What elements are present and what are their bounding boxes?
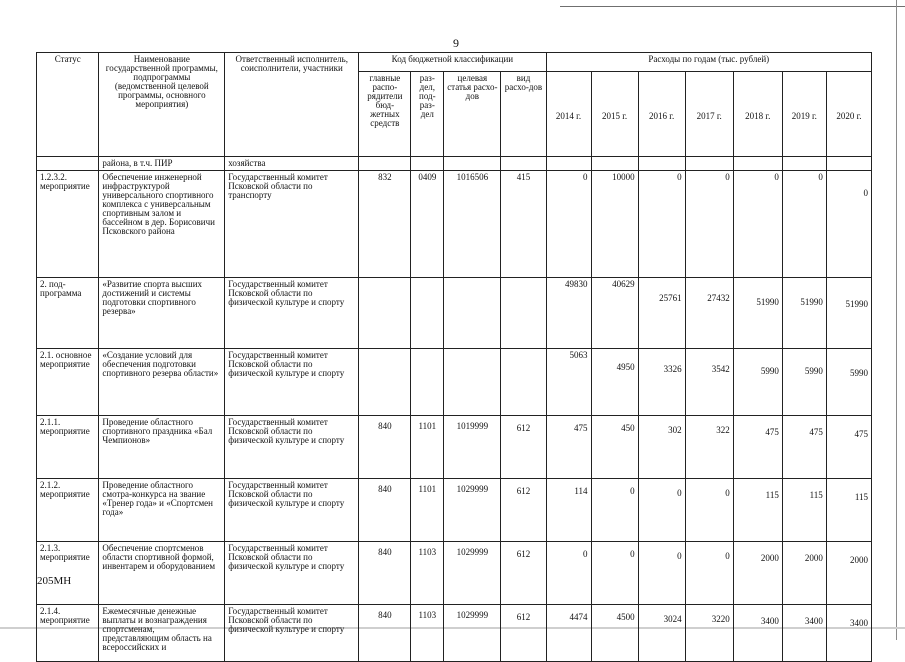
row-value: 3220 (685, 605, 733, 662)
row-status: 2.1.1. мероприятие (37, 416, 99, 479)
row-value: 5990 (733, 349, 782, 416)
row-grbs: 840 (359, 479, 411, 542)
row-executor: Государственный комитет Псковской области по физической культуре и спорту (225, 479, 359, 542)
row-value: 475 (782, 416, 826, 479)
row-value: 0 (685, 479, 733, 542)
continuation-row (37, 157, 872, 171)
continuation-name: района, в т.ч. ПИР (99, 157, 225, 171)
row-section (411, 349, 444, 416)
row-grbs: 840 (359, 605, 411, 662)
row-article: 1019999 (444, 416, 501, 479)
row-value: 0 (591, 479, 638, 542)
row-value: 27432 (685, 278, 733, 349)
header-status: Статус (37, 53, 99, 157)
row-value: 0 (638, 171, 685, 278)
row-section: 1101 (411, 479, 444, 542)
header-executor: Ответственный исполнитель, соисполнители, участники (225, 53, 359, 157)
row-name: Обеспечение спортсменов области спортивной формой, инвентарем и оборудованием (99, 542, 225, 605)
row-value: 51990 (782, 278, 826, 349)
row-value: 115 (733, 479, 782, 542)
budget-table (36, 52, 872, 662)
row-value: 0 (638, 479, 685, 542)
row-name: «Создание условий для обеспечения подготовки спортивного резерва области» (99, 349, 225, 416)
row-value: 0 (685, 542, 733, 605)
row-section: 1103 (411, 605, 444, 662)
row-value: 3326 (638, 349, 685, 416)
row-grbs (359, 349, 411, 416)
row-value: 0 (546, 542, 591, 605)
row-name: Проведение областного спортивного праздника «Бал Чемпионов» (99, 416, 225, 479)
header-year: 2017 г. (685, 72, 733, 157)
header-budget-code: Код бюджетной классификации (359, 53, 546, 72)
header-row-1 (37, 53, 872, 72)
row-value: 51990 (826, 278, 871, 349)
row-executor: Государственный комитет Псковской области по транспорту (225, 171, 359, 278)
row-status: 2. под-программа (37, 278, 99, 349)
row-value: 0 (685, 171, 733, 278)
header-grbs: главные распо-рядители бюд-жетных средств (359, 72, 411, 157)
row-value: 2000 (733, 542, 782, 605)
footer-code: 205МН (37, 575, 72, 587)
row-value: 2000 (782, 542, 826, 605)
row-name: «Развитие спорта высших достижений и системы подготовки спортивного резерва» (99, 278, 225, 349)
header-expenses: Расходы по годам (тыс. рублей) (546, 53, 872, 72)
row-value: 3024 (638, 605, 685, 662)
row-value: 450 (591, 416, 638, 479)
row-status: 1.2.3.2. мероприятие (37, 171, 99, 278)
row-value: 115 (782, 479, 826, 542)
row-section (411, 278, 444, 349)
table-row (37, 416, 872, 479)
row-section: 1103 (411, 542, 444, 605)
row-value: 5990 (782, 349, 826, 416)
row-article: 1029999 (444, 479, 501, 542)
table-row (37, 349, 872, 416)
row-value: 10000 (591, 171, 638, 278)
row-executor: Государственный комитет Псковской области по физической культуре и спорту (225, 416, 359, 479)
row-executor: Государственный комитет Псковской области по физической культуре и спорту (225, 349, 359, 416)
row-name: Ежемесячные денежные выплаты и вознаграждения спортсменам, представляющим область на всероссийских и (99, 605, 225, 662)
header-name: Наименование государственной программы, подпрограммы (ведомственной целевой программы, основного мероприятия) (99, 53, 225, 157)
row-value: 0 (591, 542, 638, 605)
row-value: 475 (733, 416, 782, 479)
row-value: 3400 (782, 605, 826, 662)
row-grbs: 832 (359, 171, 411, 278)
row-status: 2.1.3. мероприятие (37, 542, 99, 605)
row-value: 4500 (591, 605, 638, 662)
row-value: 475 (546, 416, 591, 479)
row-value: 114 (546, 479, 591, 542)
row-value: 2000 (826, 542, 871, 605)
row-section: 1101 (411, 416, 444, 479)
row-article (444, 278, 501, 349)
row-value: 40629 (591, 278, 638, 349)
row-name: Обеспечение инженерной инфраструктурой универсального спортивного комплекса с универсальным спортивным залом и бассейном в дер. Борисовичи Псковского района (99, 171, 225, 278)
row-value: 25761 (638, 278, 685, 349)
scan-right-edge (896, 0, 897, 640)
row-section: 0409 (411, 171, 444, 278)
row-value: 0 (733, 171, 782, 278)
row-article (444, 349, 501, 416)
row-grbs: 840 (359, 416, 411, 479)
scan-top-line (560, 6, 905, 7)
row-value: 5990 (826, 349, 871, 416)
row-kind: 612 (501, 542, 546, 605)
row-value: 0 (546, 171, 591, 278)
page-number: 9 (453, 36, 459, 50)
row-kind: 612 (501, 605, 546, 662)
header-year: 2020 г. (826, 72, 871, 157)
table-row (37, 171, 872, 278)
row-value: 4950 (591, 349, 638, 416)
header-year: 2018 г. (733, 72, 782, 157)
row-kind: 612 (501, 479, 546, 542)
table-row (37, 542, 872, 605)
header-kind: вид расхо-дов (501, 72, 546, 157)
row-value: 4474 (546, 605, 591, 662)
row-value: 5063 (546, 349, 591, 416)
row-value: 0 (826, 171, 871, 278)
row-value: 475 (826, 416, 871, 479)
row-article: 1016506 (444, 171, 501, 278)
row-executor: Государственный комитет Псковской области по физической культуре и спорту (225, 278, 359, 349)
row-status: 2.1.2. мероприятие (37, 479, 99, 542)
row-name: Проведение областного смотра-конкурса на звание «Тренер года» и «Спортсмен года» (99, 479, 225, 542)
continuation-executor: хозяйства (225, 157, 359, 171)
row-status: 2.1.4. мероприятие (37, 605, 99, 662)
row-executor: Государственный комитет Псковской области по физической культуре и спорту (225, 605, 359, 662)
row-grbs (359, 278, 411, 349)
row-value: 302 (638, 416, 685, 479)
row-kind (501, 278, 546, 349)
row-executor: Государственный комитет Псковской области по физической культуре и спорту (225, 542, 359, 605)
row-value: 0 (782, 171, 826, 278)
row-grbs: 840 (359, 542, 411, 605)
header-section: раз-дел, под-раз-дел (411, 72, 444, 157)
header-year: 2016 г. (638, 72, 685, 157)
row-kind: 612 (501, 416, 546, 479)
row-article: 1029999 (444, 605, 501, 662)
header-article: целевая статья расхо-дов (444, 72, 501, 157)
table-row (37, 479, 872, 542)
row-article: 1029999 (444, 542, 501, 605)
row-value: 3400 (733, 605, 782, 662)
header-year: 2014 г. (546, 72, 591, 157)
row-value: 322 (685, 416, 733, 479)
row-kind: 415 (501, 171, 546, 278)
row-value: 51990 (733, 278, 782, 349)
header-year: 2015 г. (591, 72, 638, 157)
row-value: 3542 (685, 349, 733, 416)
row-value: 115 (826, 479, 871, 542)
header-year: 2019 г. (782, 72, 826, 157)
row-kind (501, 349, 546, 416)
row-status: 2.1. основное мероприятие (37, 349, 99, 416)
table-row (37, 278, 872, 349)
row-value: 3400 (826, 605, 871, 662)
row-value: 0 (638, 542, 685, 605)
row-value: 49830 (546, 278, 591, 349)
table-row (37, 605, 872, 662)
